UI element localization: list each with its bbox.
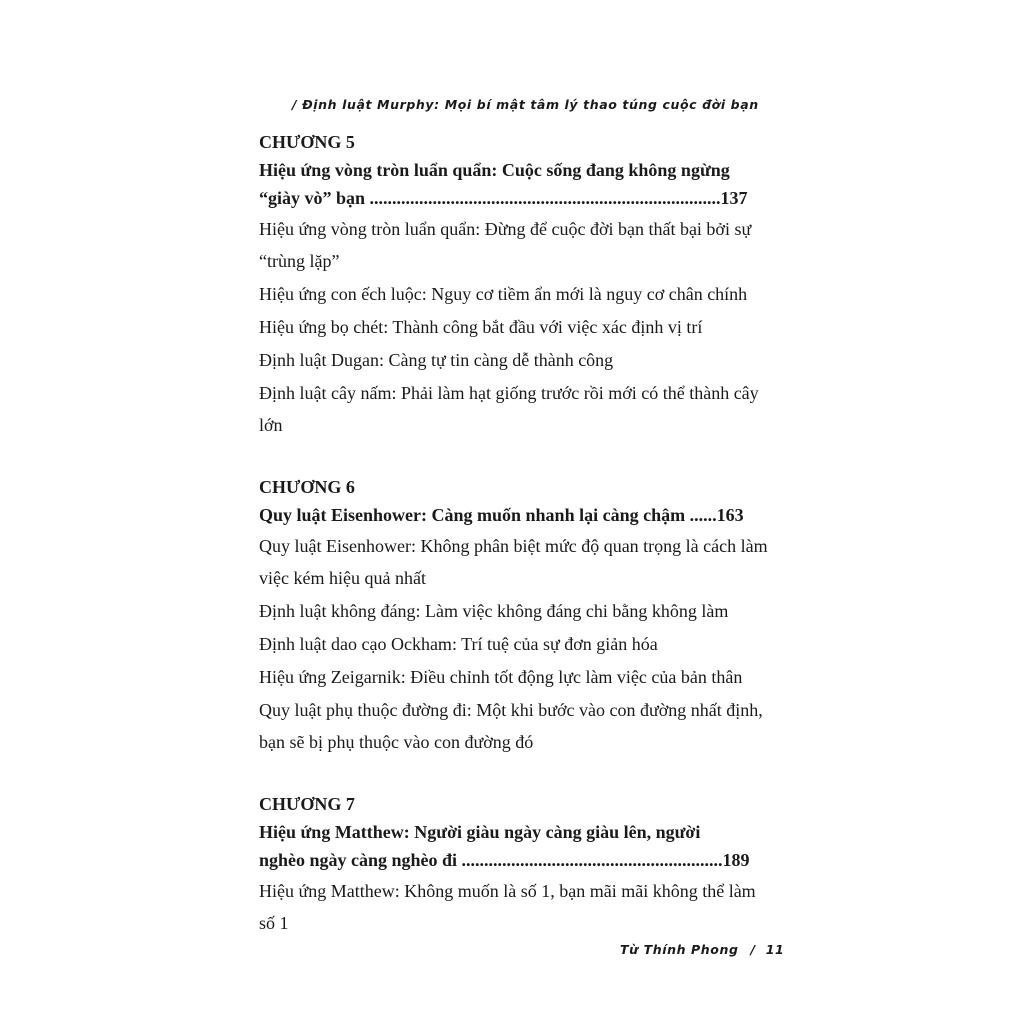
page-number: 11 — [765, 942, 785, 957]
toc-entry: Định luật cây nấm: Phải làm hạt giống trước rồi mới có thể thành cây lớn — [259, 383, 759, 435]
chapter-title-line: “giày vò” bạn ..............................................................................137 — [259, 188, 748, 208]
chapter-title-line: nghèo ngày càng nghèo đi ..........................................................189 — [259, 850, 750, 870]
footer-separator: / — [750, 942, 756, 957]
chapter-title-line: Hiệu ứng vòng tròn luẩn quẩn: Cuộc sống đang không ngừng — [259, 160, 730, 180]
toc-entry: Hiệu ứng Matthew: Không muốn là số 1, bạn mãi mãi không thể làm số 1 — [259, 881, 756, 933]
table-of-contents — [259, 126, 774, 971]
toc-entry: Định luật dao cạo Ockham: Trí tuệ của sự đơn giản hóa — [259, 634, 658, 654]
chapter-title-line: Quy luật Eisenhower: Càng muốn nhanh lại càng chậm ......163 — [259, 505, 744, 525]
toc-entry: Định luật không đáng: Làm việc không đáng chi bằng không làm — [259, 601, 729, 621]
author-name: Từ Thính Phong — [620, 942, 739, 957]
chapter-label: CHƯƠNG 6 — [259, 477, 355, 497]
chapter-label: CHƯƠNG 7 — [259, 794, 355, 814]
chapter-title-line: Hiệu ứng Matthew: Người giàu ngày càng giàu lên, người — [259, 822, 701, 842]
chapter-7 — [259, 790, 774, 939]
toc-entry: Quy luật Eisenhower: Không phân biệt mức độ quan trọng là cách làm việc kém hiệu quả nhất — [259, 536, 768, 588]
toc-entry: Hiệu ứng vòng tròn luẩn quẩn: Đừng để cuộc đời bạn thất bại bởi sự “trùng lặp” — [259, 219, 752, 271]
toc-entry: Hiệu ứng bọ chét: Thành công bắt đầu với việc xác định vị trí — [259, 317, 703, 337]
chapter-label: CHƯƠNG 5 — [259, 132, 355, 152]
toc-entry: Định luật Dugan: Càng tự tin càng dễ thành công — [259, 350, 614, 370]
toc-entry: Quy luật phụ thuộc đường đi: Một khi bước vào con đường nhất định, bạn sẽ bị phụ thuộc vào con đường đó — [259, 700, 763, 752]
page-footer — [620, 942, 784, 957]
chapter-5 — [259, 128, 774, 441]
toc-entry: Hiệu ứng Zeigarnik: Điều chỉnh tốt động lực làm việc của bản thân — [259, 667, 743, 687]
toc-entry: Hiệu ứng con ếch luộc: Nguy cơ tiềm ẩn mới là nguy cơ chân chính — [259, 284, 748, 304]
running-header: / Định luật Murphy: Mọi bí mật tâm lý thao túng cuộc đời bạn — [292, 97, 759, 112]
chapter-6 — [259, 473, 774, 758]
